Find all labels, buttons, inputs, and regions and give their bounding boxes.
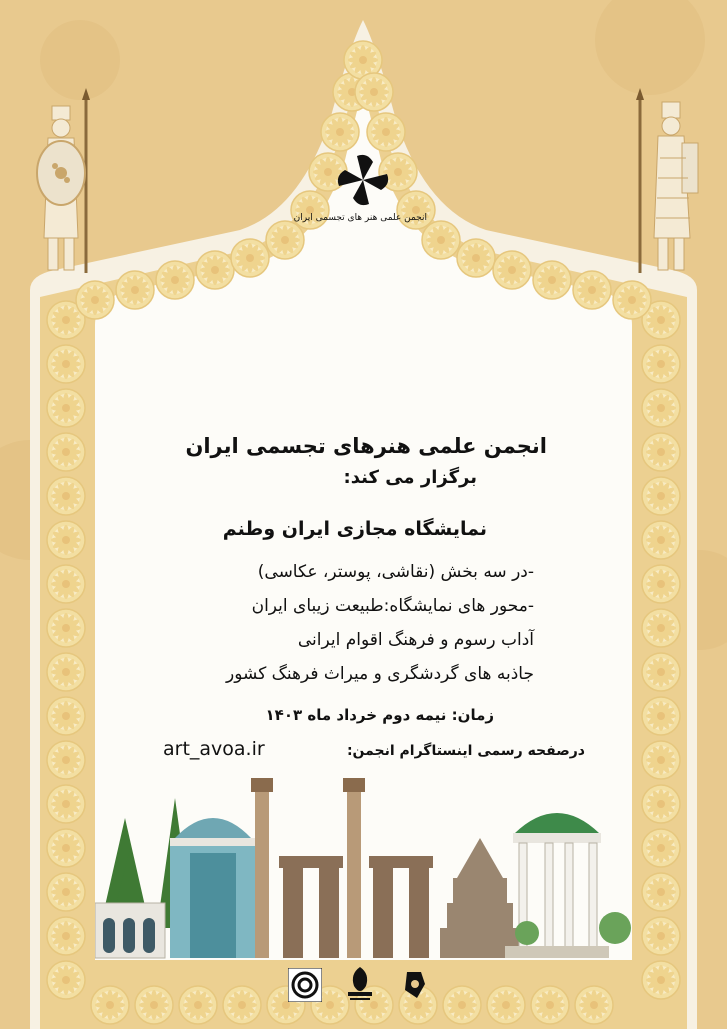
persian-soldier-left-icon [28,88,96,278]
persian-soldier-right-icon [632,88,704,278]
hosts-label: برگزار می کند: [343,467,477,488]
rosette-ornament [531,986,569,1024]
rosette-ornament [47,477,85,515]
rosette-ornament [533,261,571,299]
rosette-ornament [613,281,651,319]
rosette-ornament [642,389,680,427]
rosette-ornament [642,785,680,823]
rosette-ornament [91,986,129,1024]
rosette-ornament [47,741,85,779]
spiral-logo-icon [288,968,322,1002]
rosette-ornament [642,917,680,955]
rosette-ornament [642,873,680,911]
rosette-ornament [47,961,85,999]
rosette-ornament [47,433,85,471]
rosette-ornament [457,239,495,277]
logo-caption: انجمن علمی هنر های تجسمی ایران [293,213,427,223]
exhibition-time: زمان: نیمه دوم خرداد ماه ۱۴۰۳ [265,706,494,724]
rosette-ornament [493,251,531,289]
rosette-ornament [422,221,460,259]
rosette-ornament [642,521,680,559]
rosette-ornament [47,345,85,383]
rosette-ornament [642,433,680,471]
rosette-ornament [47,873,85,911]
rosette-ornament [135,986,173,1024]
rosette-ornament [642,961,680,999]
rosette-ornament [231,239,269,277]
rosette-ornament [223,986,261,1024]
rosette-ornament [156,261,194,299]
rosette-ornament [76,281,114,319]
rosette-ornament [642,697,680,735]
rosette-ornament [642,565,680,603]
rosette-ornament [47,565,85,603]
rosette-ornament [47,653,85,691]
rosette-ornament [321,113,359,151]
rosette-ornament [443,986,481,1024]
rosette-ornament [47,785,85,823]
rosette-ornament [47,609,85,647]
rosette-ornament [397,191,435,229]
rosette-ornament [47,917,85,955]
rosette-ornament [575,986,613,1024]
heritage-logo-icon [340,964,380,1004]
rosette-ornament [266,221,304,259]
rosette-ornament [47,829,85,867]
instagram-handle[interactable]: art_avoa.ir [163,738,265,760]
rosette-ornament [487,986,525,1024]
bullet-heritage: جاذبه های گردشگری و میراث فرهنگ کشور [226,664,534,684]
rosette-ornament [642,653,680,691]
rosette-ornament [642,477,680,515]
exhibition-name: نمایشگاه مجازی ایران وطنم [222,518,487,540]
rosette-ornament [196,251,234,289]
rosette-ornament [642,829,680,867]
rosette-ornament [47,697,85,735]
university-logo-icon [395,964,435,1004]
rosette-ornament [116,271,154,309]
rosette-ornament [367,113,405,151]
iranian-landmarks-illustration [95,778,632,963]
rosette-ornament [291,191,329,229]
rosette-ornament [642,609,680,647]
rosette-ornament [573,271,611,309]
bullet-sections: -در سه بخش (نقاشی، پوستر، عکاسی) [257,562,534,582]
rosette-ornament [47,521,85,559]
pinwheel-logo-icon [333,150,393,210]
rosette-ornament [47,389,85,427]
bullet-themes: -محور های نمایشگاه:طبیعت زیبای ایران [251,596,534,616]
rosette-ornament [642,345,680,383]
organizer-name: انجمن علمی هنرهای تجسمی ایران [185,434,547,458]
rosette-ornament [179,986,217,1024]
rosette-ornament [355,73,393,111]
instagram-label: درصفحه رسمی اینستاگرام انجمن: [346,743,585,759]
bullet-customs: آداب رسوم و فرهنگ اقوام ایرانی [297,630,534,650]
rosette-ornament [642,741,680,779]
